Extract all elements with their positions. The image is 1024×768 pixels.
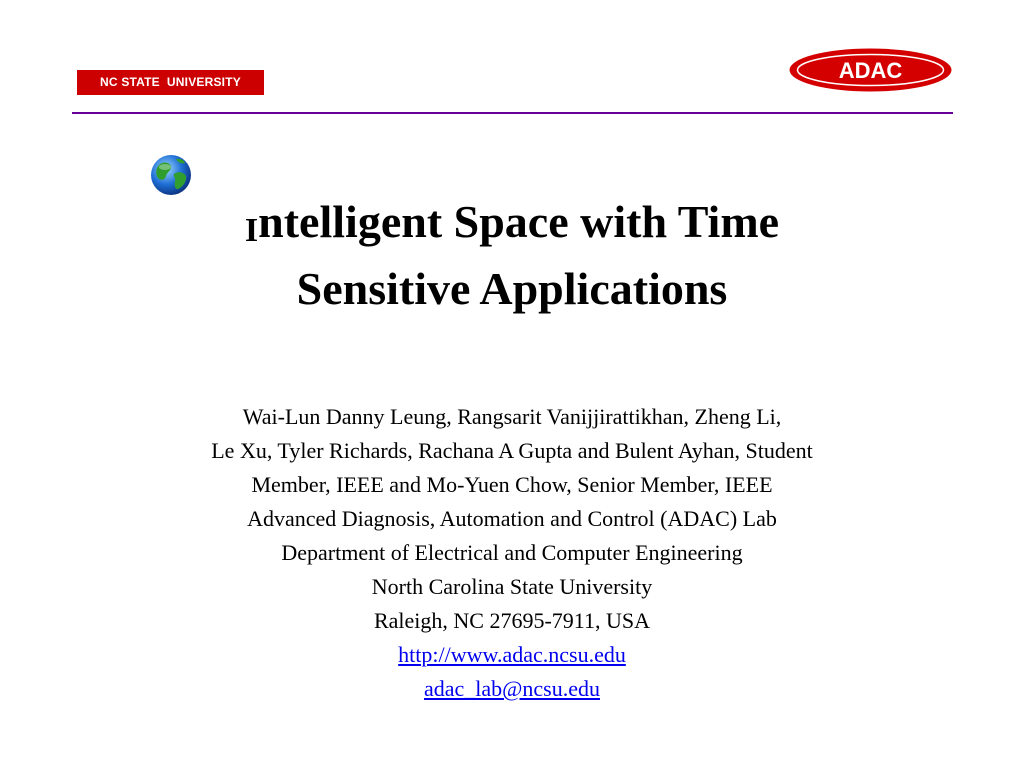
author-line: Member, IEEE and Mo-Yuen Chow, Senior Member, IEEE xyxy=(251,472,773,497)
adac-logo xyxy=(788,47,953,93)
affiliation-department: Department of Electrical and Computer Engineering xyxy=(281,540,743,565)
website-link[interactable]: http://www.adac.ncsu.edu xyxy=(398,642,626,667)
title-line-2: Sensitive Applications xyxy=(296,263,728,314)
slide-title xyxy=(0,193,1024,318)
affiliation-university: North Carolina State University xyxy=(371,574,653,599)
ncsu-logo-badge: NC STATE UNIVERSITY xyxy=(77,70,264,95)
globe-icon xyxy=(147,150,195,198)
author-line: Wai-Lun Danny Leung, Rangsarit Vanijjirattikhan, Zheng Li, xyxy=(242,404,782,429)
title-initial: I xyxy=(244,212,259,249)
adac-logo-text: ADAC xyxy=(838,58,903,83)
title-line-1 xyxy=(0,193,1024,260)
affiliation-lab: Advanced Diagnosis, Automation and Control (ADAC) Lab xyxy=(247,506,777,531)
author-block xyxy=(0,400,1024,706)
email-link[interactable]: adac_lab@ncsu.edu xyxy=(423,676,601,701)
author-line: Le Xu, Tyler Richards, Rachana A Gupta and Bulent Ayhan, Student xyxy=(211,438,813,463)
affiliation-address: Raleigh, NC 27695-7911, USA xyxy=(373,608,650,633)
title-line-1-text: ntelligent Space with Time xyxy=(258,196,780,247)
header-divider xyxy=(72,112,953,114)
